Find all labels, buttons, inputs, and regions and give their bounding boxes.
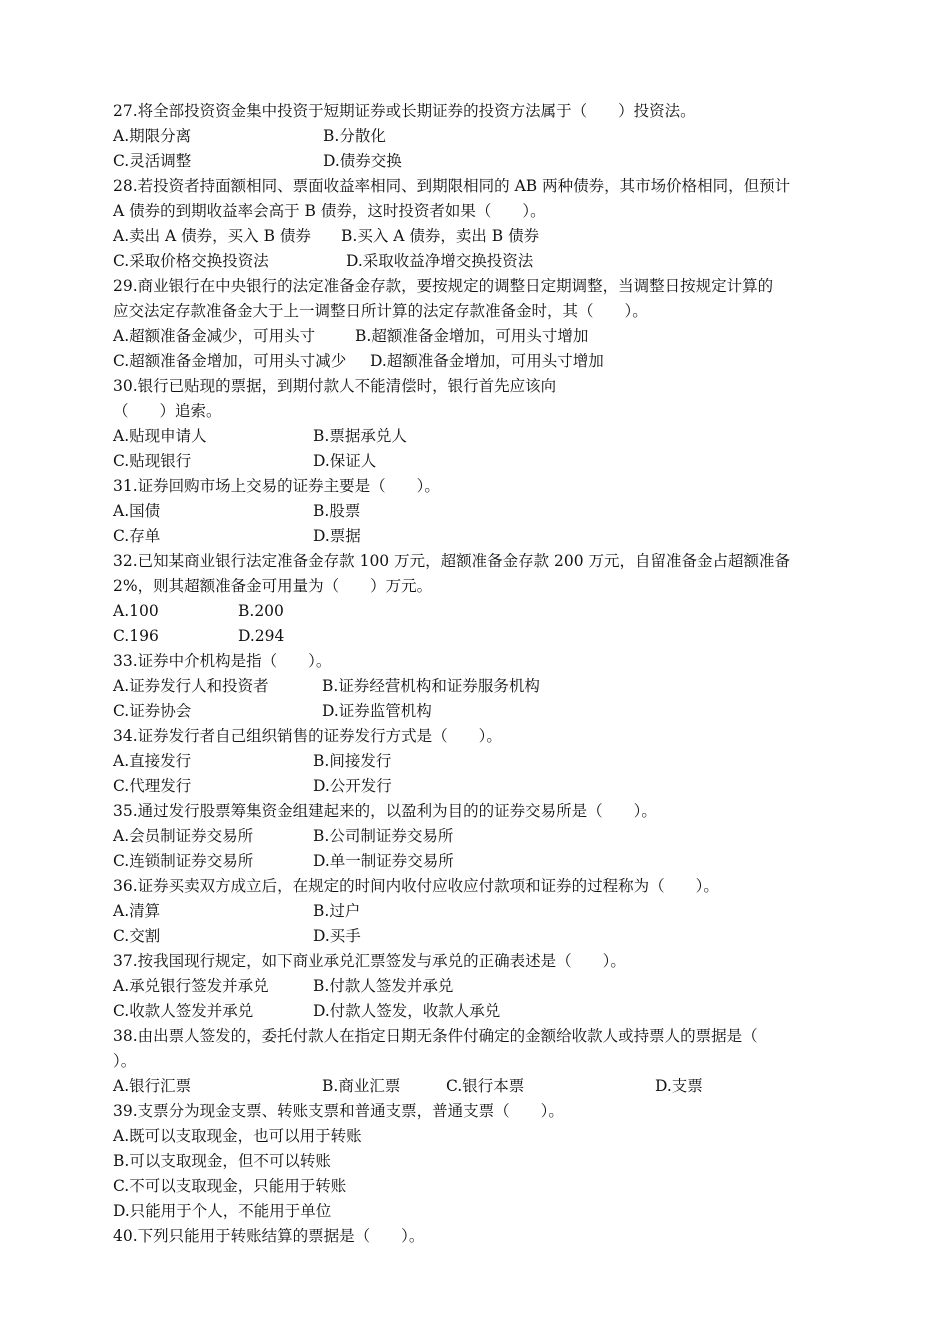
option-a: A.既可以支取现金，也可以用于转账 bbox=[113, 1127, 362, 1145]
option-d: D.买手 bbox=[313, 927, 361, 945]
option-a: A.银行汇票 bbox=[113, 1077, 192, 1095]
option-a: A.直接发行 bbox=[113, 752, 192, 770]
option-d: D.294 bbox=[238, 627, 285, 645]
option-b: B.证券经营机构和证券服务机构 bbox=[322, 677, 540, 695]
option-d: D.票据 bbox=[313, 527, 361, 545]
question-stem-cont: （ ）追索。 bbox=[113, 402, 222, 420]
question-stem-cont: ）。 bbox=[113, 1052, 137, 1070]
options-row bbox=[113, 749, 838, 774]
option-b: B.买入 A 债券，卖出 B 债券 bbox=[341, 227, 540, 245]
question-stem-cont: A 债券的到期收益率会高于 B 债券，这时投资者如果（ ）。 bbox=[113, 202, 546, 220]
option-c: C.不可以支取现金，只能用于转账 bbox=[113, 1177, 347, 1195]
question-stem: 38.由出票人签发的，委托付款人在指定日期无条件付确定的金额给收款人或持票人的票据是（ bbox=[113, 1027, 758, 1045]
options-row bbox=[113, 674, 838, 699]
options-row bbox=[113, 249, 838, 274]
options-row bbox=[113, 124, 838, 149]
options-row bbox=[113, 924, 838, 949]
options-row bbox=[113, 1074, 838, 1099]
option-b: B.公司制证券交易所 bbox=[313, 827, 454, 845]
option-c: C.存单 bbox=[113, 527, 161, 545]
question-list bbox=[113, 99, 838, 1249]
options-row bbox=[113, 699, 838, 724]
options-row bbox=[113, 524, 838, 549]
option-b: B.200 bbox=[238, 602, 284, 620]
options-row bbox=[113, 349, 838, 374]
option-d: D.只能用于个人，不能用于单位 bbox=[113, 1202, 332, 1220]
question-stem: 29.商业银行在中央银行的法定准备金存款，要按规定的调整日定期调整，当调整日按规定计算的 bbox=[113, 277, 774, 295]
question-stem-cont: 应交法定存款准备金大于上一调整日所计算的法定存款准备金时，其（ ）。 bbox=[113, 302, 648, 320]
option-c: C.交割 bbox=[113, 927, 161, 945]
question-stem: 27.将全部投资资金集中投资于短期证券或长期证券的投资方法属于（ ）投资法。 bbox=[113, 102, 696, 120]
option-a: A.证券发行人和投资者 bbox=[113, 677, 269, 695]
option-b: B.超额准备金增加，可用头寸增加 bbox=[355, 327, 589, 345]
option-d: D.支票 bbox=[655, 1077, 703, 1095]
options-row bbox=[113, 774, 838, 799]
option-a: A.国债 bbox=[113, 502, 161, 520]
option-b: B.过户 bbox=[313, 902, 361, 920]
question-stem: 40.下列只能用于转账结算的票据是（ ）。 bbox=[113, 1227, 425, 1245]
option-c: C.贴现银行 bbox=[113, 452, 192, 470]
option-a: A.100 bbox=[113, 602, 159, 620]
options-row bbox=[113, 324, 838, 349]
option-a: A.卖出 A 债券，买入 B 债券 bbox=[113, 227, 311, 245]
options-row bbox=[113, 999, 838, 1024]
option-d: D.采取收益净增交换投资法 bbox=[346, 252, 534, 270]
options-row bbox=[113, 624, 838, 649]
option-c: C.灵活调整 bbox=[113, 152, 192, 170]
option-a: A.会员制证券交易所 bbox=[113, 827, 254, 845]
options-row bbox=[113, 449, 838, 474]
options-row bbox=[113, 974, 838, 999]
option-a: A.超额准备金减少，可用头寸 bbox=[113, 327, 316, 345]
option-c: C.银行本票 bbox=[446, 1077, 525, 1095]
option-a: A.承兑银行签发并承兑 bbox=[113, 977, 269, 995]
option-b: B.付款人签发并承兑 bbox=[313, 977, 454, 995]
options-row bbox=[113, 849, 838, 874]
option-d: D.付款人签发，收款人承兑 bbox=[313, 1002, 501, 1020]
option-b: B.票据承兑人 bbox=[313, 427, 407, 445]
option-d: D.保证人 bbox=[313, 452, 377, 470]
option-c: C.证券协会 bbox=[113, 702, 192, 720]
options-row bbox=[113, 149, 838, 174]
option-c: C.代理发行 bbox=[113, 777, 192, 795]
option-b: B.股票 bbox=[313, 502, 361, 520]
question-stem: 34.证券发行者自己组织销售的证券发行方式是（ ）。 bbox=[113, 727, 502, 745]
question-stem: 33.证券中介机构是指（ ）。 bbox=[113, 652, 332, 670]
options-row bbox=[113, 899, 838, 924]
question-stem: 37.按我国现行规定，如下商业承兑汇票签发与承兑的正确表述是（ ）。 bbox=[113, 952, 626, 970]
options-row bbox=[113, 824, 838, 849]
question-stem: 35.通过发行股票筹集资金组建起来的，以盈利为目的的证券交易所是（ ）。 bbox=[113, 802, 657, 820]
options-row bbox=[113, 599, 838, 624]
option-d: D.超额准备金增加，可用头寸增加 bbox=[370, 352, 604, 370]
option-d: D.单一制证券交易所 bbox=[313, 852, 454, 870]
question-stem: 30.银行已贴现的票据，到期付款人不能清偿时，银行首先应该向 bbox=[113, 377, 557, 395]
option-d: D.公开发行 bbox=[313, 777, 392, 795]
question-stem: 28.若投资者持面额相同、票面收益率相同、到期限相同的 AB 两种债券，其市场价格相同，但预计 bbox=[113, 177, 791, 195]
option-d: D.债券交换 bbox=[323, 152, 402, 170]
question-stem-cont: 2%，则其超额准备金可用量为（ ）万元。 bbox=[113, 577, 433, 595]
options-row bbox=[113, 224, 838, 249]
options-row bbox=[113, 424, 838, 449]
option-c: C.收款人签发并承兑 bbox=[113, 1002, 254, 1020]
question-stem: 31.证券回购市场上交易的证券主要是（ ）。 bbox=[113, 477, 440, 495]
option-c: C.196 bbox=[113, 627, 159, 645]
option-a: A.贴现申请人 bbox=[113, 427, 207, 445]
option-a: A.清算 bbox=[113, 902, 161, 920]
option-b: B.间接发行 bbox=[313, 752, 392, 770]
option-d: D.证券监管机构 bbox=[322, 702, 432, 720]
option-c: C.超额准备金增加，可用头寸减少 bbox=[113, 352, 347, 370]
options-row bbox=[113, 499, 838, 524]
option-b: B.分散化 bbox=[323, 127, 386, 145]
question-stem: 32.已知某商业银行法定准备金存款 100 万元，超额准备金存款 200 万元，自留准备金占超额准备 bbox=[113, 552, 791, 570]
option-c: C.连锁制证券交易所 bbox=[113, 852, 254, 870]
option-b: B.可以支取现金，但不可以转账 bbox=[113, 1152, 331, 1170]
option-a: A.期限分离 bbox=[113, 127, 192, 145]
question-stem: 39.支票分为现金支票、转账支票和普通支票，普通支票（ ）。 bbox=[113, 1102, 564, 1120]
option-b: B.商业汇票 bbox=[322, 1077, 401, 1095]
question-stem: 36.证券买卖双方成立后，在规定的时间内收付应收应付款项和证券的过程称为（ ）。 bbox=[113, 877, 719, 895]
option-c: C.采取价格交换投资法 bbox=[113, 252, 269, 270]
